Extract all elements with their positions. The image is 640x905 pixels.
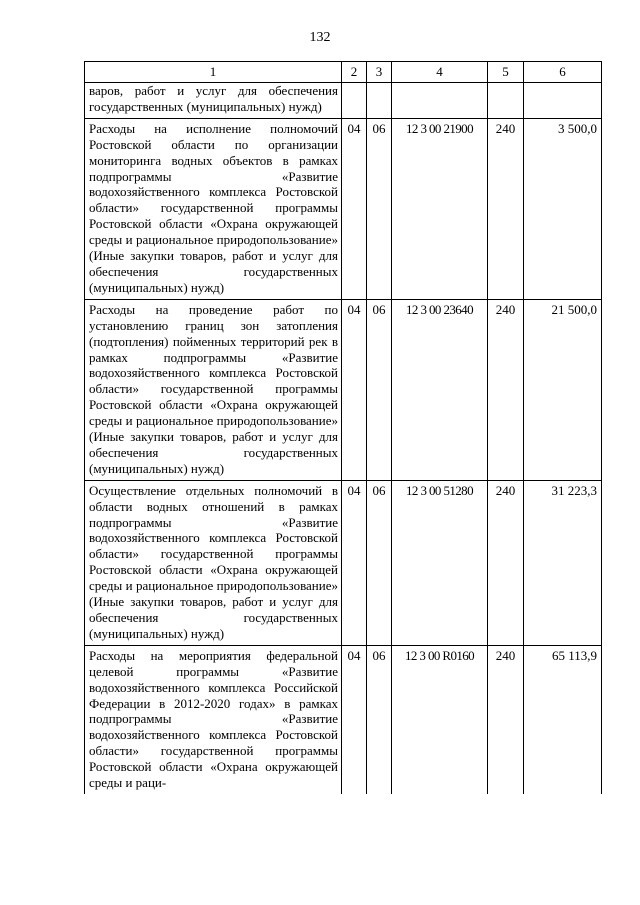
header-col-4: 4 bbox=[392, 62, 488, 83]
header-col-5: 5 bbox=[488, 62, 524, 83]
table-row bbox=[85, 299, 602, 480]
page-number: 132 bbox=[309, 30, 331, 45]
row-subsection: 06 bbox=[367, 118, 392, 299]
row-subsection: 06 bbox=[367, 480, 392, 645]
table-header bbox=[85, 62, 602, 83]
row-target-code bbox=[392, 83, 488, 119]
row-subsection: 06 bbox=[367, 299, 392, 480]
row-expense-type bbox=[488, 83, 524, 119]
row-expense-type: 240 bbox=[488, 118, 524, 299]
row-amount bbox=[524, 83, 602, 119]
table-row bbox=[85, 118, 602, 299]
row-amount: 3 500,0 bbox=[524, 118, 602, 299]
row-subsection bbox=[367, 83, 392, 119]
row-section: 04 bbox=[342, 299, 367, 480]
row-subsection: 06 bbox=[367, 645, 392, 794]
row-section: 04 bbox=[342, 118, 367, 299]
header-col-6: 6 bbox=[524, 62, 602, 83]
table-row bbox=[85, 480, 602, 645]
budget-table bbox=[84, 61, 602, 794]
row-name: Расходы на исполнение полномочий Ростовской области по организации мониторинга водных объектов в рамках подпрограммы «Развитие водохозяйственного комплекса Ростовской области» государственной программы Ростовской области «Охрана окружающей среды и рациональное природопользование» (Иные закупки товаров, работ и услуг для обеспечения государственных (муниципальных) нужд) bbox=[85, 118, 342, 299]
row-amount: 31 223,3 bbox=[524, 480, 602, 645]
row-expense-type: 240 bbox=[488, 645, 524, 794]
row-section: 04 bbox=[342, 645, 367, 794]
header-col-2: 2 bbox=[342, 62, 367, 83]
row-name: Расходы на проведение работ по установлению границ зон затопления (подтопления) пойменных территорий рек в рамках подпрограммы «Развитие водохозяйственного комплекса Ростовской области» государственной программы Ростовской области «Охрана окружающей среды и рациональное природопользование» (Иные закупки товаров, работ и услуг для обеспечения государственных (муниципальных) нужд) bbox=[85, 299, 342, 480]
table-row bbox=[85, 645, 602, 794]
row-expense-type: 240 bbox=[488, 299, 524, 480]
row-amount: 21 500,0 bbox=[524, 299, 602, 480]
row-expense-type: 240 bbox=[488, 480, 524, 645]
row-target-code: 12 3 00 21900 bbox=[392, 118, 488, 299]
row-target-code: 12 3 00 51280 bbox=[392, 480, 488, 645]
row-section bbox=[342, 83, 367, 119]
header-col-3: 3 bbox=[367, 62, 392, 83]
header-col-1: 1 bbox=[85, 62, 342, 83]
row-name: Расходы на мероприятия федеральной целевой программы «Развитие водохозяйственного комплекса Российской Федерации в 2012-2020 годах» в рамках подпрограммы «Развитие водохозяйственного комплекса Ростовской области» государственной программы Ростовской области «Охрана окружающей среды и раци- bbox=[85, 645, 342, 794]
row-section: 04 bbox=[342, 480, 367, 645]
row-target-code: 12 3 00 23640 bbox=[392, 299, 488, 480]
row-target-code: 12 3 00 R0160 bbox=[392, 645, 488, 794]
row-name: варов, работ и услуг для обеспечения государственных (муниципальных) нужд) bbox=[85, 83, 342, 119]
table-row bbox=[85, 83, 602, 119]
row-name: Осуществление отдельных полномочий в области водных отношений в рамках подпрограммы «Развитие водохозяйственного комплекса Ростовской области» государственной программы Ростовской области «Охрана окружающей среды и рациональное природопользование» (Иные закупки товаров, работ и услуг для обеспечения государственных (муниципальных) нужд) bbox=[85, 480, 342, 645]
row-amount: 65 113,9 bbox=[524, 645, 602, 794]
